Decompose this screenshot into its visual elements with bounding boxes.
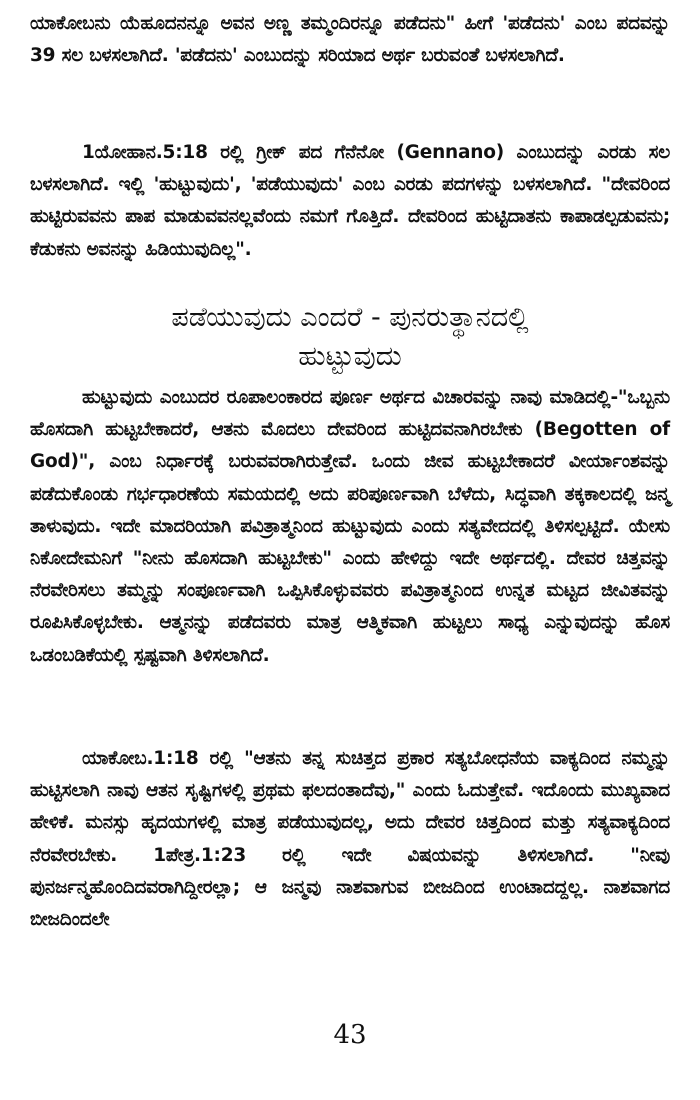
- paragraph-3: ಹುಟ್ಟುವುದು ಎಂಬುದರ ರೂಪಾಲಂಕಾರದ ಪೂರ್ಣ ಅರ್ಥದ ವಿಚಾರವನ್ನು ನಾವು ಮಾಡಿದಲ್ಲಿ-"ಒಬ್ಬನು ಹೊಸದಾಗಿ ಹುಟ್ಟಬೇಕಾದರೆ, ಆತನು ಮೊದಲು ದೇವರಿಂದ ಹುಟ್ಟಿದವನಾಗಿರಬೇಕು (Begotten of God)", ಎಂಬ ನಿರ್ಧಾರಕ್ಕೆ ಬರುವವರಾಗಿರುತ್ತೇವೆ. ಒಂದು ಜೀವ ಹುಟ್ಟಬೇಕಾದರೆ ವೀರ್ಯಾಂಶವನ್ನು ಪಡೆದುಕೊಂಡು ಗರ್ಭಧಾರಣೆಯ ಸಮಯದಲ್ಲಿ ಅದು ಪರಿಪೂರ್ಣವಾಗಿ ಬೆಳೆದು, ಸಿದ್ಧವಾಗಿ ತಕ್ಕಕಾಲದಲ್ಲಿ ಜನ್ಮ ತಾಳುವುದು. ಇದೇ ಮಾದರಿಯಾಗಿ ಪವಿತ್ರಾತ್ಮನಿಂದ ಹುಟ್ಟುವುದು ಎಂದು ಸತ್ಯವೇದದಲ್ಲಿ ತಿಳಿಸಲ್ಪಟ್ಟಿದೆ. ಯೇಸು ನಿಕೋದೇಮನಿಗೆ "ನೀನು ಹೊಸದಾಗಿ ಹುಟ್ಟಬೇಕು" ಎಂದು ಹೇಳಿದ್ದು ಇದೇ ಅರ್ಥದಲ್ಲಿ. ದೇವರ ಚಿತ್ತವನ್ನು ನೆರವೇರಿಸಲು ತಮ್ಮನ್ನು ಸಂಪೂರ್ಣವಾಗಿ ಒಪ್ಪಿಸಿಕೊಳ್ಳುವವರು ಪವಿತ್ರಾತ್ಮನಿಂದ ಉನ್ನತ ಮಟ್ಟದ ಜೀವಿತವನ್ನು ರೂಪಿಸಿಕೊಳ್ಳಬೇಕು. ಆತ್ಮನನ್ನು ಪಡೆದವರು ಮಾತ್ರ ಆತ್ಮಿಕವಾಗಿ ಹುಟ್ಟಲು ಸಾಧ್ಯ ಎನ್ನುವುದನ್ನು ಹೊಸ ಒಡಂಬಡಿಕೆಯಲ್ಲಿ ಸ್ಪಷ್ಟವಾಗಿ ತಿಳಿಸಲಾಗಿದೆ.: [30, 387, 670, 666]
- section-heading-line-1: ಪಡೆಯುವುದು ಎಂದರೆ - ಪುನರುತ್ಥಾನದಲ್ಲಿ: [171, 302, 529, 333]
- paragraph-2: 1ಯೋಹಾನ.5:18 ರಲ್ಲಿ ಗ್ರೀಕ್ ಪದ ಗೆನೆನೋ (Gennano) ಎಂಬುದನ್ನು ಎರಡು ಸಲ ಬಳಸಲಾಗಿದೆ. ಇಲ್ಲಿ 'ಹುಟ್ಟುವುದು', 'ಪಡೆಯುವುದು' ಎಂಬ ಎರಡು ಪದಗಳನ್ನು ಬಳಸಲಾಗಿದೆ. "ದೇವರಿಂದ ಹುಟ್ಟಿರುವವನು ಪಾಪ ಮಾಡುವವನಲ್ಲವೆಂದು ನಮಗೆ ಗೊತ್ತಿದೆ. ದೇವರಿಂದ ಹುಟ್ಟಿದಾತನು ಕಾಪಾಡಲ್ಪಡುವನು; ಕೆಡುಕನು ಅವನನ್ನು ಹಿಡಿಯುವುದಿಲ್ಲ".: [30, 142, 670, 260]
- paragraph-4: ಯಾಕೋಬ.1:18 ರಲ್ಲಿ "ಆತನು ತನ್ನ ಸುಚಿತ್ತದ ಪ್ರಕಾರ ಸತ್ಯಬೋಧನೆಯ ವಾಕ್ಯದಿಂದ ನಮ್ಮನ್ನು ಹುಟ್ಟಿಸಲಾಗಿ ನಾವು ಆತನ ಸೃಷ್ಟಿಗಳಲ್ಲಿ ಪ್ರಥಮ ಫಲದಂತಾದೆವು," ಎಂದು ಓದುತ್ತೇವೆ. ಇದೊಂದು ಮುಖ್ಯವಾದ ಹೇಳಿಕೆ. ಮನಸ್ಸು ಹೃದಯಗಳಲ್ಲಿ ಮಾತ್ರ ಪಡೆಯುವುದಲ್ಲ, ಅದು ದೇವರ ಚಿತ್ತದಿಂದ ಮತ್ತು ಸತ್ಯವಾಕ್ಯದಿಂದ ನೆರವೇರಬೇಕು. 1ಪೇತ್ರ.1:23 ರಲ್ಲಿ ಇದೇ ವಿಷಯವನ್ನು ತಿಳಿಸಲಾಗಿದೆ. "ನೀವು ಪುನರ್ಜನ್ಮಹೊಂದಿದವರಾಗಿದ್ದೀರಲ್ಲಾ; ಆ ಜನ್ಮವು ನಾಶವಾಗುವ ಬೀಜದಿಂದ ಉಂಟಾದದ್ದಲ್ಲ. ನಾಶವಾಗದ ಬೀಜದಿಂದಲೇ: [30, 748, 670, 931]
- page-number: 43: [333, 1020, 367, 1050]
- section-heading-line-2: ಹುಟ್ಟುವುದು: [298, 341, 402, 372]
- paragraph-1: ಯಾಕೋಬನು ಯೆಹೂದನನ್ನೂ ಅವನ ಅಣ್ಣ ತಮ್ಮಂದಿರನ್ನೂ ಪಡೆದನು" ಹೀಗೆ 'ಪಡೆದನು' ಎಂಬ ಪದವನ್ನು 39 ಸಲ ಬಳಸಲಾಗಿದೆ. 'ಪಡೆದನು' ಎಂಬುದನ್ನು ಸರಿಯಾದ ಅರ್ಥ ಬರುವಂತೆ ಬಳಸಲಾಗಿದೆ.: [30, 13, 670, 67]
